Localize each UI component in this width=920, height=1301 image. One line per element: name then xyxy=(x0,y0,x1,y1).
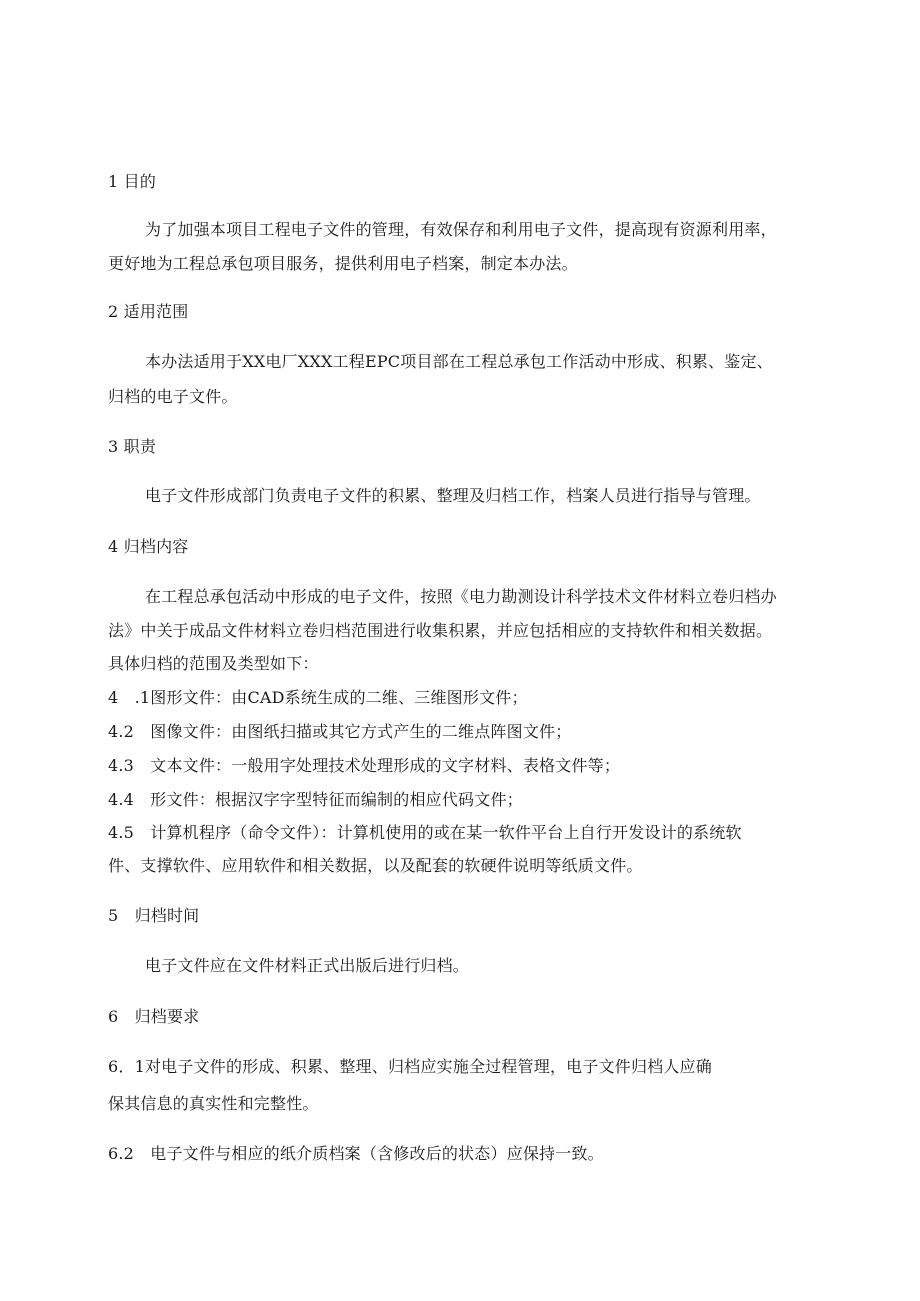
section-2-heading: 2 适用范围 xyxy=(108,302,189,321)
section-5-paragraph-line-1: 电子文件应在文件材料正式出版后进行归档。 xyxy=(145,956,470,975)
section-4-list-item-1: 4 .1图形文件：由CAD系统生成的二维、三维图形文件； xyxy=(108,688,528,707)
section-1-paragraph-line-1: 为了加强本项目工程电子文件的管理，有效保存和利用电子文件，提高现有资源利用率， xyxy=(145,220,777,239)
section-4-list-item-5-continued: 件、支撑软件、应用软件和相关数据，以及配套的软硬件说明等纸质文件。 xyxy=(108,856,643,875)
section-6-item-1-continued: 保其信息的真实性和完整性。 xyxy=(108,1094,319,1113)
section-1-heading: 1 目的 xyxy=(108,172,157,191)
section-4-list-item-3: 4.3 文本文件：一般用字处理技术处理形成的文字材料、表格文件等； xyxy=(108,756,621,775)
section-3-paragraph-line-1: 电子文件形成部门负责电子文件的积累、整理及归档工作，档案人员进行指导与管理。 xyxy=(145,486,761,505)
section-4-list-item-4: 4.4 形文件：根据汉字字型特征而编制的相应代码文件； xyxy=(108,790,523,809)
section-2-paragraph-line-1: 本办法适用于XX电厂XXX工程EPC项目部在工程总承包工作活动中形成、积累、鉴定、 xyxy=(145,352,773,371)
section-4-list-item-5: 4.5 计算机程序（命令文件）：计算机使用的或在某一软件平台上自行开发设计的系统软 xyxy=(108,823,742,842)
section-6-heading: 6 归档要求 xyxy=(108,1007,200,1026)
section-6-item-2: 6.2 电子文件与相应的纸介质档案（含修改后的状态）应保持一致。 xyxy=(108,1144,604,1163)
section-4-paragraph-line-1: 在工程总承包活动中形成的电子文件，按照《电力勘测设计科学技术文件材料立卷归档办 xyxy=(145,587,777,606)
section-1-paragraph-line-2: 更好地为工程总承包项目服务，提供利用电子档案，制定本办法。 xyxy=(108,254,578,273)
section-4-heading: 4 归档内容 xyxy=(108,537,189,556)
section-6-item-1: 6．1对电子文件的形成、积累、整理、归档应实施全过程管理，电子文件归档人应确 xyxy=(108,1057,712,1076)
section-2-paragraph-line-2: 归档的电子文件。 xyxy=(108,387,238,406)
section-4-list-item-2: 4.2 图像文件：由图纸扫描或其它方式产生的二维点阵图文件； xyxy=(108,722,572,741)
section-5-heading: 5 归档时间 xyxy=(108,906,200,925)
section-4-paragraph-line-3: 具体归档的范围及类型如下： xyxy=(108,654,319,673)
section-3-heading: 3 职责 xyxy=(108,437,157,456)
section-4-paragraph-line-2: 法》中关于成品文件材料立卷归档范围进行收集积累，并应包括相应的支持软件和相关数据。 xyxy=(108,621,773,640)
